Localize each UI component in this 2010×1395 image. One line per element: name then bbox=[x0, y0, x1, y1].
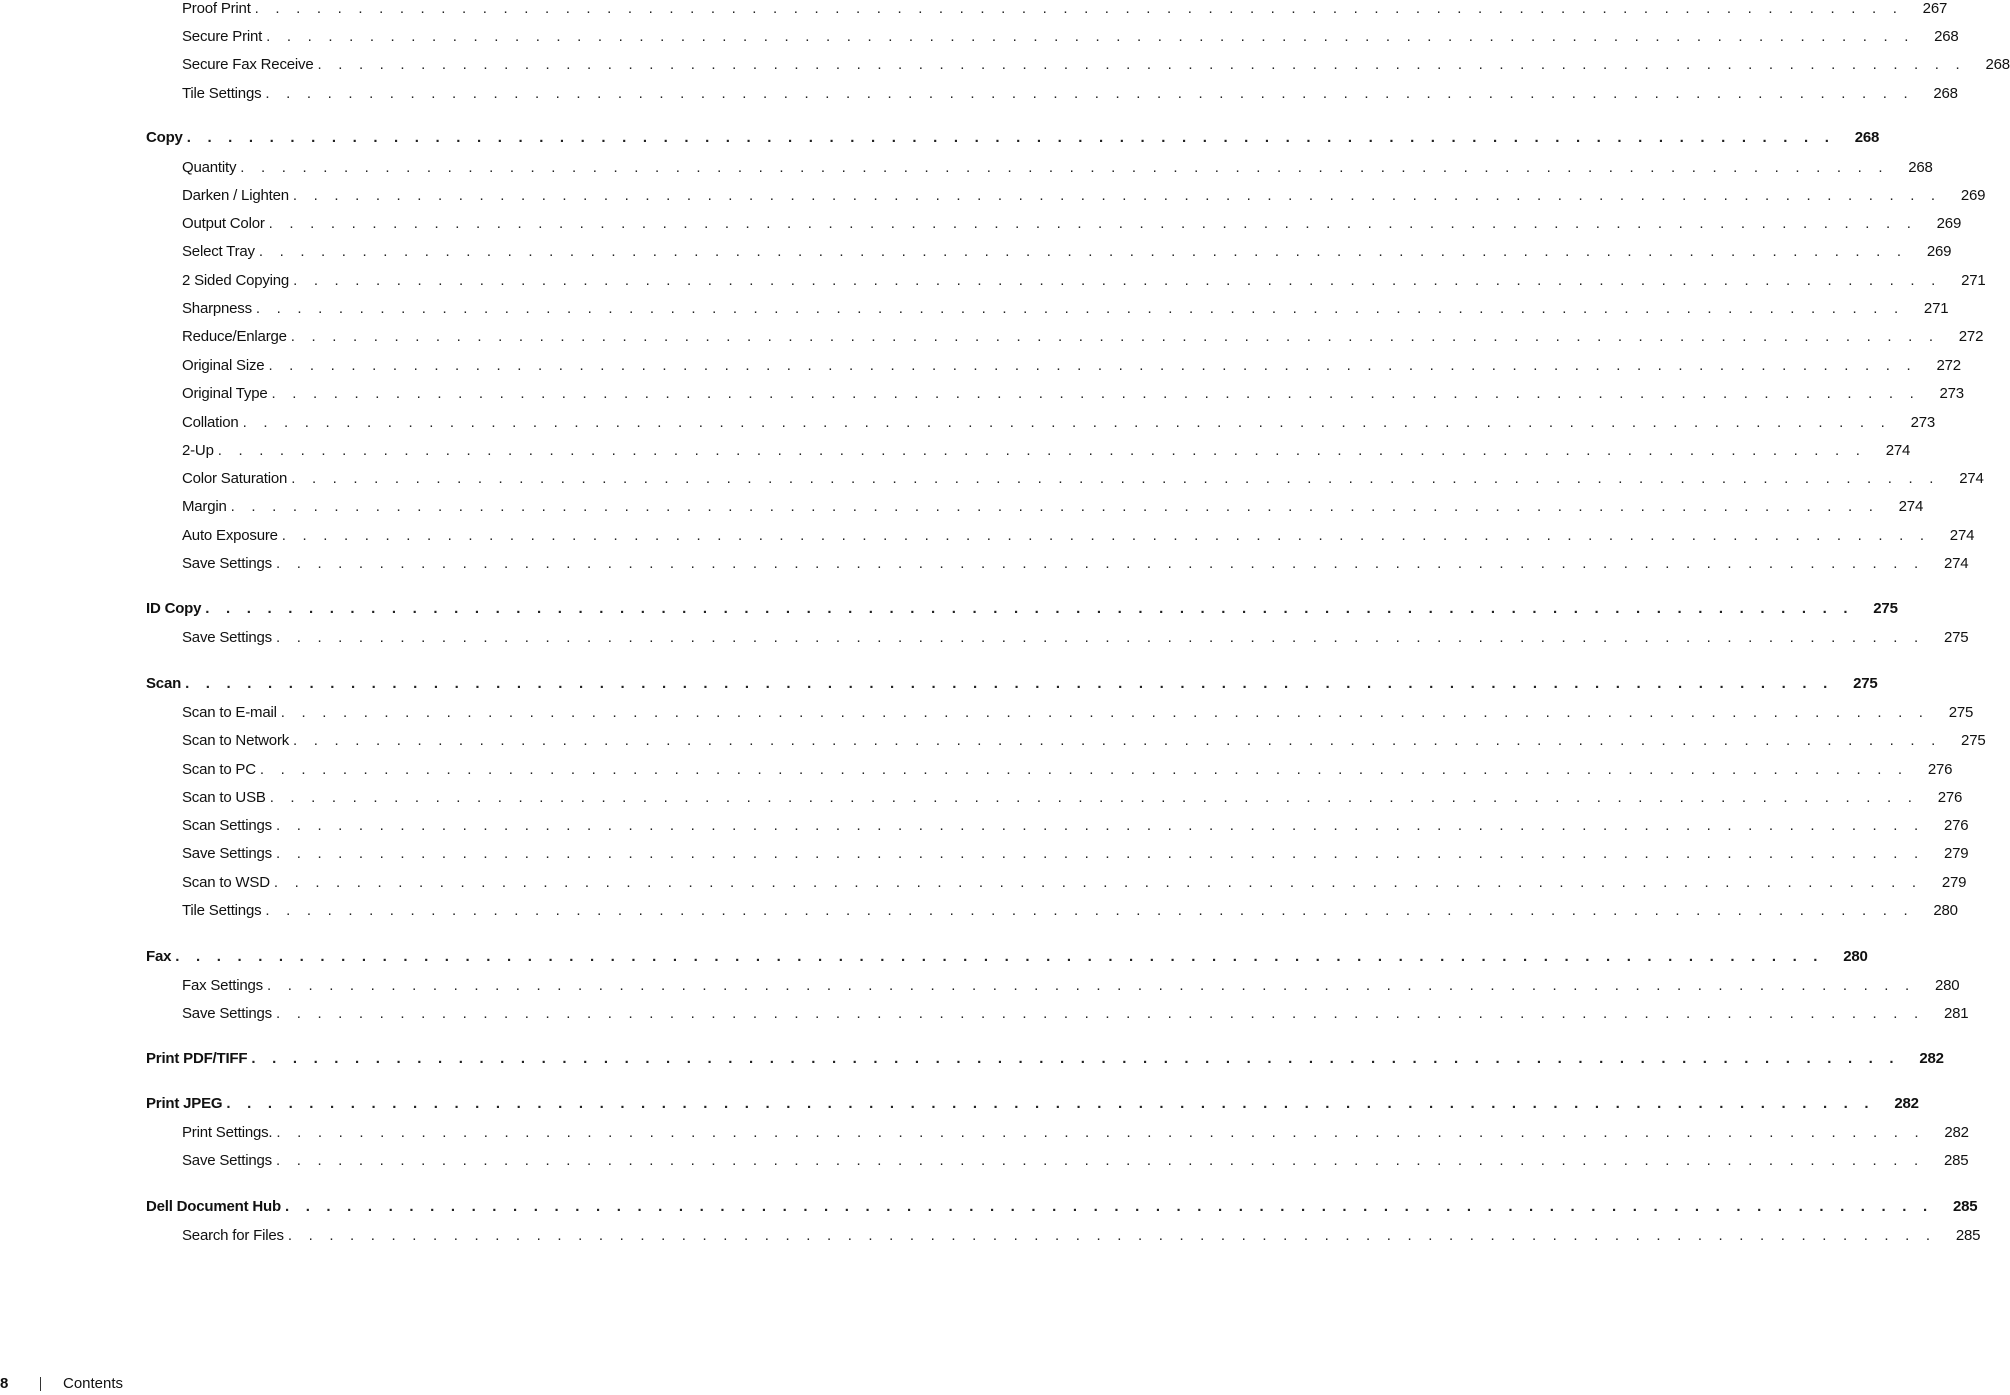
dot-leader: . . . . . . . . . . . . . . . . . . . . . . . . . . . . . . . . . . . . . . . . . . . . . . . . . . . . . . . . . . . . . . . . . . . . . . . . . . . . . . . . bbox=[254, 0, 1904, 17]
dot-leader: . . . . . . . . . . . . . . . . . . . . . . . . . . . . . . . . . . . . . . . . . . . . . . . . . . . . . . . . . . . . . . . . . . . . . . . . . . . . . . . . bbox=[291, 470, 1940, 487]
dot-leader: . . . . . . . . . . . . . . . . . . . . . . . . . . . . . . . . . . . . . . . . . . . . . . . . . . . . . . . . . . . . . . . . . . . . . . . . . . . . . . . . bbox=[269, 789, 1919, 806]
toc-entry-title: ID Copy bbox=[146, 600, 205, 618]
toc-entry-page: 276 bbox=[1924, 817, 1968, 835]
toc-entry-title: Copy bbox=[146, 129, 187, 147]
dot-leader: . . . . . . . . . . . . . . . . . . . . . . . . . . . . . . . . . . . . . . . . . . . . . . . . . . . . . . . . . . . . . . . . . . . . . . . . . . . . . . . . bbox=[280, 704, 1930, 721]
toc-entry[interactable] bbox=[182, 326, 1984, 346]
dot-leader: . . . . . . . . . . . . . . . . . . . . . . . . . . . . . . . . . . . . . . . . . . . . . . . . . . . . . . . . . . . . . . . . . . . . . . . . . . . . . . . . bbox=[275, 1152, 1925, 1169]
toc-entry-title: Tile Settings bbox=[182, 85, 265, 103]
toc-entry[interactable] bbox=[182, 872, 1967, 892]
toc-entry-page: 273 bbox=[1891, 414, 1935, 432]
dot-leader: . . . . . . . . . . . . . . . . . . . . . . . . . . . . . . . . . . . . . . . . . . . . . . . . . . . . . . . . . . . . . . . . . . . . . . . . . . . . . . . . bbox=[275, 817, 1925, 834]
toc-entry-page: 279 bbox=[1924, 845, 1968, 863]
dot-leader: . . . . . . . . . . . . . . . . . . . . . . . . . . . . . . . . . . . . . . . . . . . . . . . . . . . . . . . . . . . . . . . . . . . . . . . . . . . . . . . . bbox=[284, 1198, 1934, 1215]
toc-entry[interactable] bbox=[182, 412, 1936, 432]
toc-entry-title: Select Tray bbox=[182, 243, 259, 261]
toc-entry-page: 268 bbox=[1966, 56, 2010, 74]
toc-entry[interactable] bbox=[182, 1003, 1969, 1023]
toc-section-entry[interactable] bbox=[146, 673, 1878, 693]
toc-entry-page: 274 bbox=[1940, 470, 1984, 488]
dot-leader: . . . . . . . . . . . . . . . . . . . . . . . . . . . . . . . . . . . . . . . . . . . . . . . . . . . . . . . . . . . . . . . . . . . . . . . . . . . . . . . . bbox=[265, 85, 1914, 102]
toc-entry[interactable] bbox=[182, 355, 1961, 375]
dot-leader: . . . . . . . . . . . . . . . . . . . . . . . . . . . . . . . . . . . . . . . . . . . . . . . . . . . . . . . . . . . . . . . . . . . . . . . . . . . . . . . . bbox=[268, 357, 1917, 374]
toc-section-entry[interactable] bbox=[146, 1048, 1944, 1068]
toc-entry[interactable] bbox=[182, 270, 1986, 290]
toc-entry-title: Quantity bbox=[182, 159, 240, 177]
toc-entry-title: 2 Sided Copying bbox=[182, 272, 293, 290]
toc-entry-title: Save Settings bbox=[182, 1152, 276, 1170]
toc-entry-page: 275 bbox=[1924, 629, 1968, 647]
dot-leader: . . . . . . . . . . . . . . . . . . . . . . . . . . . . . . . . . . . . . . . . . . . . . . . . . . . . . . . . . . . . . . . . . . . . . . . . . . . . . . . . bbox=[271, 385, 1920, 402]
toc-entry[interactable] bbox=[182, 975, 1960, 995]
toc-entry-page: 272 bbox=[1917, 357, 1961, 375]
toc-entry-page: 272 bbox=[1939, 328, 1983, 346]
toc-entry[interactable] bbox=[182, 553, 1969, 573]
toc-entry-page: 267 bbox=[1903, 0, 1947, 18]
toc-section-entry[interactable] bbox=[146, 598, 1898, 618]
toc-entry-page: 285 bbox=[1933, 1198, 1977, 1216]
toc-entry-page: 268 bbox=[1915, 28, 1959, 46]
toc-entry[interactable] bbox=[182, 26, 1959, 46]
toc-entry-page: 271 bbox=[1942, 272, 1986, 290]
toc-entry-title: Secure Fax Receive bbox=[182, 56, 317, 74]
toc-entry-title: 2-Up bbox=[182, 442, 218, 460]
toc-entry-title: Reduce/Enlarge bbox=[182, 328, 291, 346]
toc-entry-title: Color Saturation bbox=[182, 470, 291, 488]
toc-entry-title: Save Settings bbox=[182, 1005, 276, 1023]
dot-leader: . . . . . . . . . . . . . . . . . . . . . . . . . . . . . . . . . . . . . . . . . . . . . . . . . . . . . . . . . . . . . . . . . . . . . . . . . . . . . . . . bbox=[251, 1050, 1900, 1067]
toc-entry[interactable] bbox=[182, 83, 1958, 103]
toc-entry-title: Search for Files bbox=[182, 1227, 288, 1245]
toc-entry-title: Save Settings bbox=[182, 629, 276, 647]
toc-entry-page: 282 bbox=[1925, 1124, 1969, 1142]
dot-leader: . . . . . . . . . . . . . . . . . . . . . . . . . . . . . . . . . . . . . . . . . . . . . . . . . . . . . . . . . . . . . . . . . . . . . . . . . . . . . . . . bbox=[255, 300, 1905, 317]
page-footer bbox=[0, 1374, 769, 1394]
toc-entry-page: 269 bbox=[1917, 215, 1961, 233]
toc-entry-title: Margin bbox=[182, 498, 231, 516]
toc-entry-title: Print PDF/TIFF bbox=[146, 1050, 251, 1068]
toc-entry-page: 275 bbox=[1929, 704, 1973, 722]
toc-entry-page: 276 bbox=[1918, 789, 1962, 807]
toc-entry[interactable] bbox=[182, 900, 1958, 920]
toc-entry[interactable] bbox=[182, 702, 1974, 722]
toc-entry-page: 269 bbox=[1941, 187, 1985, 205]
toc-entry-page: 281 bbox=[1924, 1005, 1968, 1023]
toc-entry[interactable] bbox=[182, 54, 2010, 74]
toc-entry-title: Scan to USB bbox=[182, 789, 270, 807]
toc-entry-title: Print Settings. bbox=[182, 1124, 276, 1142]
toc-entry-page: 280 bbox=[1824, 948, 1868, 966]
toc-entry[interactable] bbox=[182, 730, 1986, 750]
toc-entry-title: Scan Settings bbox=[182, 817, 276, 835]
toc-entry[interactable] bbox=[182, 440, 1911, 460]
toc-entry-title: Dell Document Hub bbox=[146, 1198, 285, 1216]
toc-entry[interactable] bbox=[182, 383, 1964, 403]
dot-leader: . . . . . . . . . . . . . . . . . . . . . . . . . . . . . . . . . . . . . . . . . . . . . . . . . . . . . . . . . . . . . . . . . . . . . . . . . . . . . . . . bbox=[273, 874, 1923, 891]
toc-entry-title: Output Color bbox=[182, 215, 269, 233]
toc-entry[interactable] bbox=[182, 213, 1962, 233]
footer-section-label: Contents bbox=[63, 1375, 124, 1392]
toc-entry-page: 285 bbox=[1936, 1227, 1980, 1245]
footer-page-number: 8 bbox=[0, 1375, 9, 1392]
dot-leader: . . . . . . . . . . . . . . . . . . . . . . . . . . . . . . . . . . . . . . . . . . . . . . . . . . . . . . . . . . . . . . . . . . . . . . . . . . . . . . . . bbox=[275, 555, 1925, 572]
dot-leader: . . . . . . . . . . . . . . . . . . . . . . . . . . . . . . . . . . . . . . . . . . . . . . . . . . . . . . . . . . . . . . . . . . . . . . . . . . . . . . . . bbox=[242, 414, 1892, 431]
toc-entry-page: 282 bbox=[1875, 1095, 1919, 1113]
toc-entry-page: 275 bbox=[1834, 675, 1878, 693]
toc-entry-title: Print JPEG bbox=[146, 1095, 226, 1113]
toc-entry-page: 279 bbox=[1922, 874, 1966, 892]
toc-entry-page: 269 bbox=[1907, 243, 1951, 261]
toc-entry[interactable] bbox=[182, 627, 1969, 647]
toc-entry-title: Tile Settings bbox=[182, 902, 265, 920]
toc-entry[interactable] bbox=[182, 1150, 1969, 1170]
toc-entry[interactable] bbox=[182, 787, 1963, 807]
toc-entry[interactable] bbox=[182, 0, 1948, 18]
toc-entry-page: 274 bbox=[1879, 498, 1923, 516]
toc-section-entry[interactable] bbox=[146, 946, 1868, 966]
toc-entry-title: Original Size bbox=[182, 357, 268, 375]
toc-entry[interactable] bbox=[182, 1122, 1969, 1142]
footer-separator bbox=[40, 1377, 41, 1391]
dot-leader: . . . . . . . . . . . . . . . . . . . . . . . . . . . . . . . . . . . . . . . . . . . . . . . . . . . . . . . . . . . . . . . . . . . . . . . . . . . . . . . . bbox=[293, 272, 1942, 289]
toc-entry-title: Fax bbox=[146, 948, 175, 966]
toc-entry[interactable] bbox=[182, 815, 1969, 835]
toc-entry-title: Scan to PC bbox=[182, 761, 260, 779]
toc-entry-page: 271 bbox=[1904, 300, 1948, 318]
dot-leader: . . . . . . . . . . . . . . . . . . . . . . . . . . . . . . . . . . . . . . . . . . . . . . . . . . . . . . . . . . . . . . . . . . . . . . . . . . . . . . . . bbox=[186, 129, 1836, 146]
toc-entry-page: 268 bbox=[1914, 85, 1958, 103]
dot-leader: . . . . . . . . . . . . . . . . . . . . . . . . . . . . . . . . . . . . . . . . . . . . . . . . . . . . . . . . . . . . . . . . . . . . . . . . . . . . . . . . bbox=[268, 215, 1918, 232]
dot-leader: . . . . . . . . . . . . . . . . . . . . . . . . . . . . . . . . . . . . . . . . . . . . . . . . . . . . . . . . . . . . . . . . . . . . . . . . . . . . . . . . bbox=[275, 1005, 1925, 1022]
dot-leader: . . . . . . . . . . . . . . . . . . . . . . . . . . . . . . . . . . . . . . . . . . . . . . . . . . . . . . . . . . . . . . . . . . . . . . . . . . . . . . . . bbox=[275, 845, 1925, 862]
dot-leader: . . . . . . . . . . . . . . . . . . . . . . . . . . . . . . . . . . . . . . . . . . . . . . . . . . . . . . . . . . . . . . . . . . . . . . . . . . . . . . . . bbox=[266, 28, 1915, 45]
dot-leader: . . . . . . . . . . . . . . . . . . . . . . . . . . . . . . . . . . . . . . . . . . . . . . . . . . . . . . . . . . . . . . . . . . . . . . . . . . . . . . . . bbox=[258, 243, 1908, 260]
toc-entry[interactable] bbox=[182, 496, 1924, 516]
toc-entry-page: 280 bbox=[1915, 977, 1959, 995]
dot-leader: . . . . . . . . . . . . . . . . . . . . . . . . . . . . . . . . . . . . . . . . . . . . . . . . . . . . . . . . . . . . . . . . . . . . . . . . . . . . . . . . bbox=[259, 761, 1909, 778]
dot-leader: . . . . . . . . . . . . . . . . . . . . . . . . . . . . . . . . . . . . . . . . . . . . . . . . . . . . . . . . . . . . . . . . . . . . . . . . . . . . . . . . bbox=[265, 902, 1914, 919]
toc-entry-title: Auto Exposure bbox=[182, 527, 282, 545]
toc-entry-title: Darken / Lighten bbox=[182, 187, 293, 205]
dot-leader: . . . . . . . . . . . . . . . . . . . . . . . . . . . . . . . . . . . . . . . . . . . . . . . . . . . . . . . . . . . . . . . . . . . . . . . . . . . . . . . . bbox=[185, 675, 1834, 692]
dot-leader: . . . . . . . . . . . . . . . . . . . . . . . . . . . . . . . . . . . . . . . . . . . . . . . . . . . . . . . . . . . . . . . . . . . . . . . . . . . . . . . . bbox=[175, 948, 1824, 965]
toc-entry-page: 274 bbox=[1866, 442, 1910, 460]
toc-entry-title: Scan to Network bbox=[182, 732, 293, 750]
toc-entry-title: Save Settings bbox=[182, 555, 276, 573]
toc-entry-page: 275 bbox=[1854, 600, 1898, 618]
toc-entry-page: 274 bbox=[1924, 555, 1968, 573]
toc-entry-title: Save Settings bbox=[182, 845, 276, 863]
toc-entry[interactable] bbox=[182, 1225, 1981, 1245]
toc-entry[interactable] bbox=[182, 759, 1953, 779]
dot-leader: . . . . . . . . . . . . . . . . . . . . . . . . . . . . . . . . . . . . . . . . . . . . . . . . . . . . . . . . . . . . . . . . . . . . . . . . . . . . . . . . bbox=[205, 600, 1854, 617]
toc-entry-title: Fax Settings bbox=[182, 977, 267, 995]
toc-entry-title: Secure Print bbox=[182, 28, 266, 46]
toc-entry-title: Scan to WSD bbox=[182, 874, 274, 892]
toc-entry-page: 285 bbox=[1924, 1152, 1968, 1170]
dot-leader: . . . . . . . . . . . . . . . . . . . . . . . . . . . . . . . . . . . . . . . . . . . . . . . . . . . . . . . . . . . . . . . . . . . . . . . . . . . . . . . . bbox=[287, 1227, 1937, 1244]
toc-section-entry[interactable] bbox=[146, 1093, 1919, 1113]
dot-leader: . . . . . . . . . . . . . . . . . . . . . . . . . . . . . . . . . . . . . . . . . . . . . . . . . . . . . . . . . . . . . . . . . . . . . . . . . . . . . . . . bbox=[276, 1124, 1925, 1141]
toc-entry-title: Sharpness bbox=[182, 300, 256, 318]
toc-entry-page: 273 bbox=[1920, 385, 1964, 403]
toc-entry-title: Scan to E-mail bbox=[182, 704, 281, 722]
toc-entry[interactable] bbox=[182, 843, 1969, 863]
toc-entry-title: Proof Print bbox=[182, 0, 255, 18]
toc-entry-title: Scan bbox=[146, 675, 185, 693]
toc-entry[interactable] bbox=[182, 241, 1952, 261]
toc-entry-page: 280 bbox=[1914, 902, 1958, 920]
dot-leader: . . . . . . . . . . . . . . . . . . . . . . . . . . . . . . . . . . . . . . . . . . . . . . . . . . . . . . . . . . . . . . . . . . . . . . . . . . . . . . . . bbox=[240, 159, 1889, 176]
dot-leader: . . . . . . . . . . . . . . . . . . . . . . . . . . . . . . . . . . . . . . . . . . . . . . . . . . . . . . . . . . . . . . . . . . . . . . . . . . . . . . . . bbox=[281, 527, 1931, 544]
toc-entry[interactable] bbox=[182, 468, 1984, 488]
dot-leader: . . . . . . . . . . . . . . . . . . . . . . . . . . . . . . . . . . . . . . . . . . . . . . . . . . . . . . . . . . . . . . . . . . . . . . . . . . . . . . . . bbox=[292, 187, 1942, 204]
toc-entry-page: 275 bbox=[1941, 732, 1985, 750]
toc-entry[interactable] bbox=[182, 298, 1949, 318]
dot-leader: . . . . . . . . . . . . . . . . . . . . . . . . . . . . . . . . . . . . . . . . . . . . . . . . . . . . . . . . . . . . . . . . . . . . . . . . . . . . . . . . bbox=[275, 629, 1925, 646]
dot-leader: . . . . . . . . . . . . . . . . . . . . . . . . . . . . . . . . . . . . . . . . . . . . . . . . . . . . . . . . . . . . . . . . . . . . . . . . . . . . . . . . bbox=[317, 56, 1966, 73]
toc-entry-page: 268 bbox=[1889, 159, 1933, 177]
toc-entry[interactable] bbox=[182, 185, 1986, 205]
toc-entry[interactable] bbox=[182, 525, 1975, 545]
toc-entry-page: 274 bbox=[1930, 527, 1974, 545]
toc-entry-title: Original Type bbox=[182, 385, 272, 403]
toc-entry-page: 276 bbox=[1908, 761, 1952, 779]
toc-entry-page: 282 bbox=[1900, 1050, 1944, 1068]
dot-leader: . . . . . . . . . . . . . . . . . . . . . . . . . . . . . . . . . . . . . . . . . . . . . . . . . . . . . . . . . . . . . . . . . . . . . . . . . . . . . . . . bbox=[266, 977, 1916, 994]
toc-entry-page: 268 bbox=[1835, 129, 1879, 147]
toc-entry-title: Collation bbox=[182, 414, 243, 432]
toc-entry[interactable] bbox=[182, 157, 1933, 177]
toc-section-entry[interactable] bbox=[146, 127, 1880, 147]
toc-section-entry[interactable] bbox=[146, 1196, 1978, 1216]
dot-leader: . . . . . . . . . . . . . . . . . . . . . . . . . . . . . . . . . . . . . . . . . . . . . . . . . . . . . . . . . . . . . . . . . . . . . . . . . . . . . . . . bbox=[217, 442, 1867, 459]
dot-leader: . . . . . . . . . . . . . . . . . . . . . . . . . . . . . . . . . . . . . . . . . . . . . . . . . . . . . . . . . . . . . . . . . . . . . . . . . . . . . . . . bbox=[226, 1095, 1875, 1112]
dot-leader: . . . . . . . . . . . . . . . . . . . . . . . . . . . . . . . . . . . . . . . . . . . . . . . . . . . . . . . . . . . . . . . . . . . . . . . . . . . . . . . . bbox=[230, 498, 1880, 515]
dot-leader: . . . . . . . . . . . . . . . . . . . . . . . . . . . . . . . . . . . . . . . . . . . . . . . . . . . . . . . . . . . . . . . . . . . . . . . . . . . . . . . . bbox=[290, 328, 1940, 345]
dot-leader: . . . . . . . . . . . . . . . . . . . . . . . . . . . . . . . . . . . . . . . . . . . . . . . . . . . . . . . . . . . . . . . . . . . . . . . . . . . . . . . . bbox=[293, 732, 1942, 749]
